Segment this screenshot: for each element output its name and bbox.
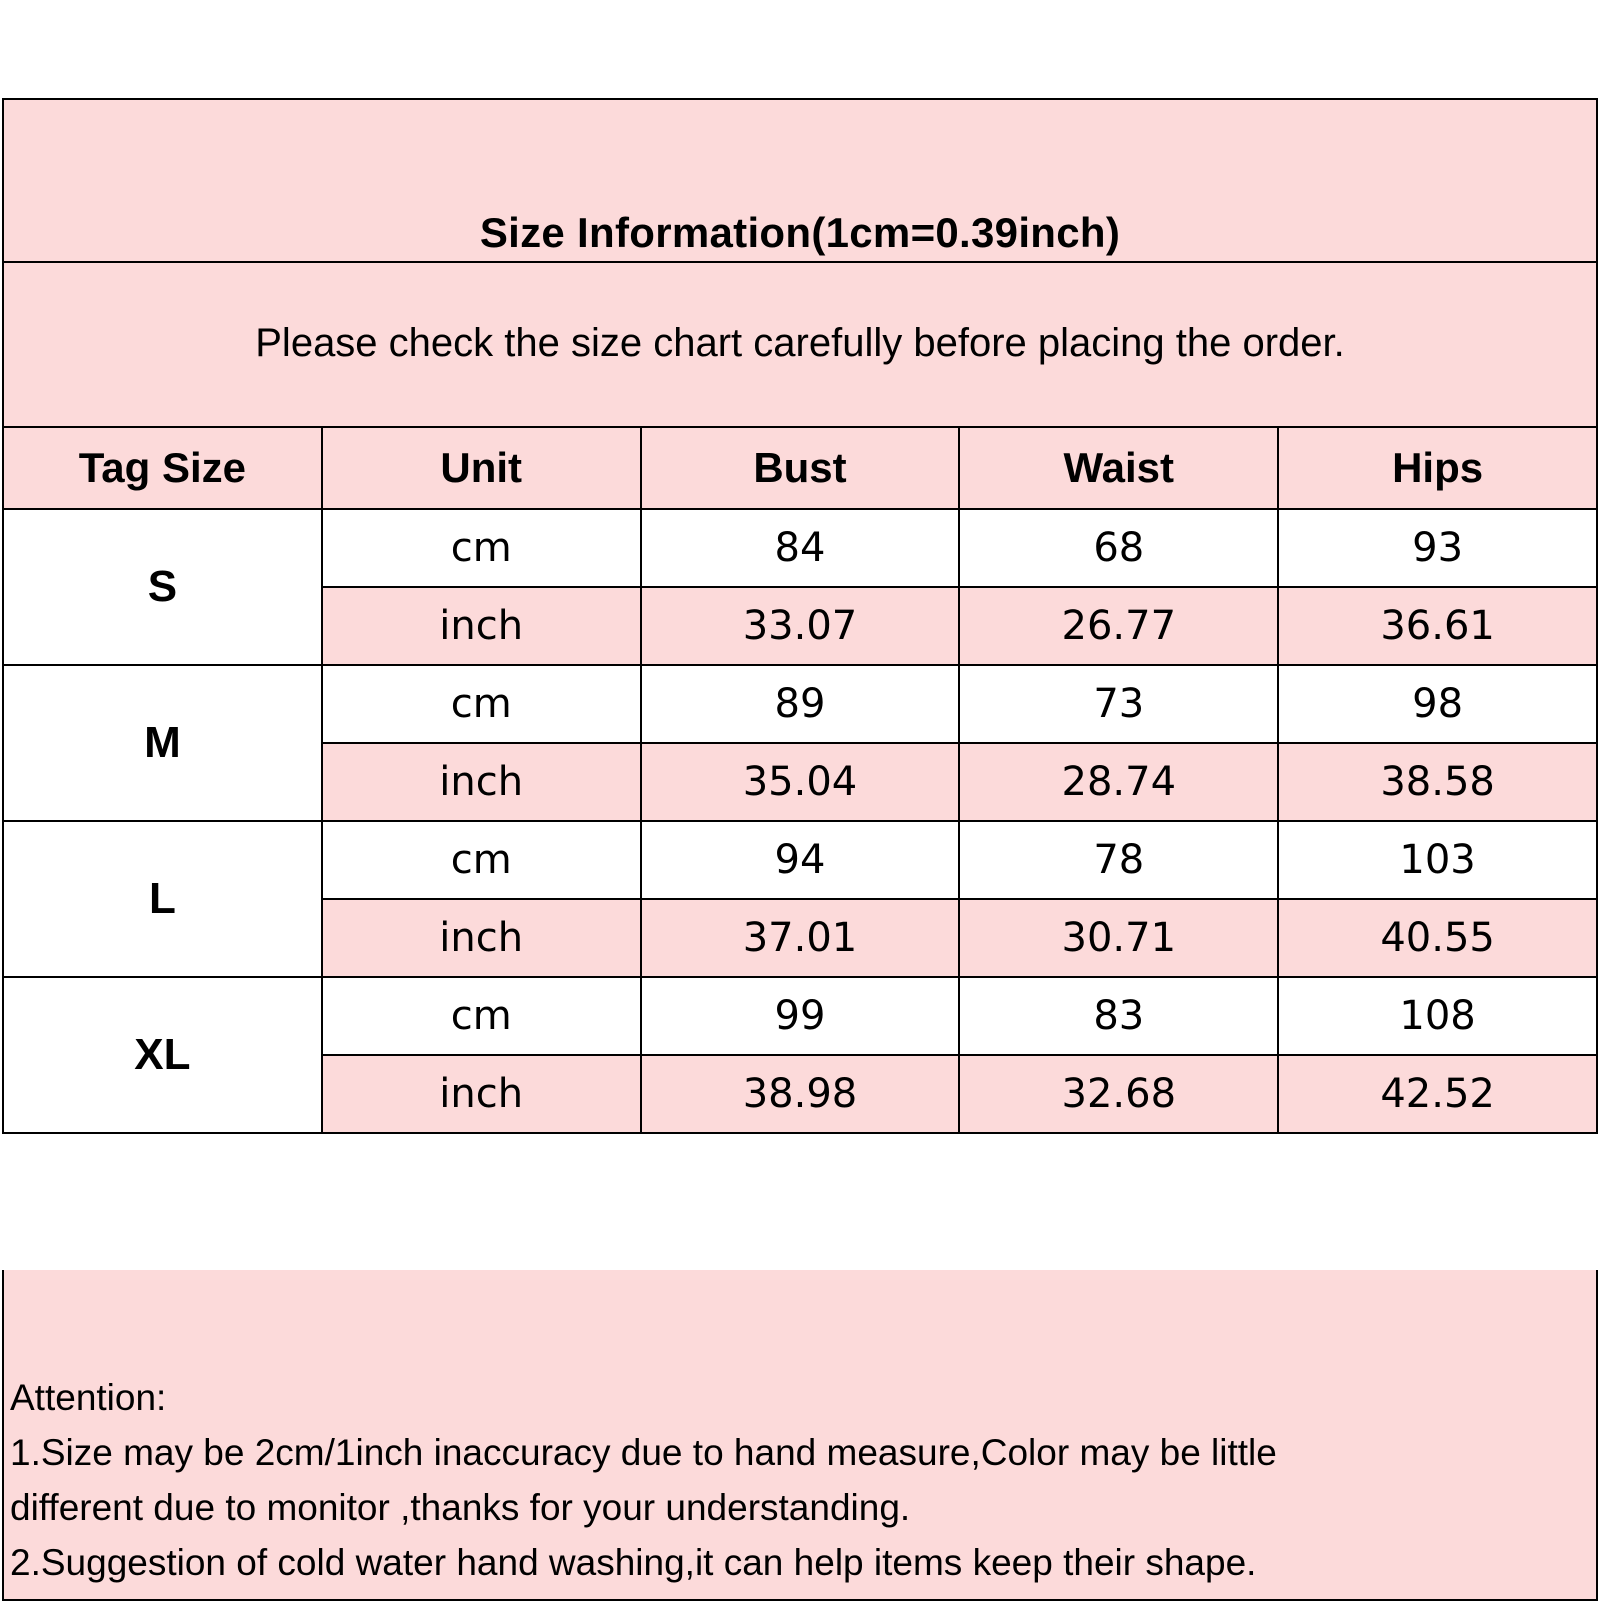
attention-line-1: 1.Size may be 2cm/1inch inaccuracy due to hand measure,Color may be little xyxy=(10,1432,1277,1473)
unit-cell: inch xyxy=(322,743,641,821)
hips-cell: 40.55 xyxy=(1278,899,1597,977)
size-table xyxy=(2,426,1598,1134)
attention-line-3: 2.Suggestion of cold water hand washing,it can help items keep their shape. xyxy=(10,1542,1257,1583)
subtitle-block xyxy=(2,261,1598,426)
header-bust: Bust xyxy=(641,427,960,509)
bust-cell: 33.07 xyxy=(641,587,960,665)
hips-cell: 36.61 xyxy=(1278,587,1597,665)
waist-cell: 83 xyxy=(959,977,1278,1055)
bust-cell: 38.98 xyxy=(641,1055,960,1133)
bust-cell: 37.01 xyxy=(641,899,960,977)
hips-cell: 103 xyxy=(1278,821,1597,899)
unit-cell: cm xyxy=(322,821,641,899)
header-tag-size: Tag Size xyxy=(3,427,322,509)
hips-cell: 98 xyxy=(1278,665,1597,743)
header-unit: Unit xyxy=(322,427,641,509)
bust-cell: 94 xyxy=(641,821,960,899)
table-row xyxy=(3,821,1597,899)
table-row xyxy=(3,509,1597,587)
title-block xyxy=(2,98,1598,261)
header-hips: Hips xyxy=(1278,427,1597,509)
bust-cell: 84 xyxy=(641,509,960,587)
tag-size-cell: XL xyxy=(3,977,322,1133)
unit-cell: cm xyxy=(322,665,641,743)
attention-heading: Attention: xyxy=(10,1377,167,1418)
table-row xyxy=(3,977,1597,1055)
subtitle-text: Please check the size chart carefully before placing the order. xyxy=(255,321,1345,365)
table-row xyxy=(3,665,1597,743)
hips-cell: 38.58 xyxy=(1278,743,1597,821)
tag-size-cell: L xyxy=(3,821,322,977)
waist-cell: 28.74 xyxy=(959,743,1278,821)
waist-cell: 32.68 xyxy=(959,1055,1278,1133)
tag-size-cell: M xyxy=(3,665,322,821)
waist-cell: 30.71 xyxy=(959,899,1278,977)
unit-cell: inch xyxy=(322,1055,641,1133)
waist-cell: 78 xyxy=(959,821,1278,899)
hips-cell: 93 xyxy=(1278,509,1597,587)
page-title: Size Information(1cm=0.39inch) xyxy=(479,209,1121,256)
attention-line-2: different due to monitor ,thanks for your understanding. xyxy=(10,1487,911,1528)
bust-cell: 35.04 xyxy=(641,743,960,821)
size-chart-sheet xyxy=(2,98,1600,1583)
attention-block xyxy=(2,1270,1598,1601)
hips-cell: 108 xyxy=(1278,977,1597,1055)
waist-cell: 68 xyxy=(959,509,1278,587)
unit-cell: inch xyxy=(322,587,641,665)
header-waist: Waist xyxy=(959,427,1278,509)
hips-cell: 42.52 xyxy=(1278,1055,1597,1133)
table-header-row xyxy=(3,427,1597,509)
tag-size-cell: S xyxy=(3,509,322,665)
waist-cell: 26.77 xyxy=(959,587,1278,665)
bust-cell: 99 xyxy=(641,977,960,1055)
unit-cell: cm xyxy=(322,509,641,587)
waist-cell: 73 xyxy=(959,665,1278,743)
unit-cell: inch xyxy=(322,899,641,977)
unit-cell: cm xyxy=(322,977,641,1055)
attention-notes xyxy=(10,1370,1576,1590)
bust-cell: 89 xyxy=(641,665,960,743)
